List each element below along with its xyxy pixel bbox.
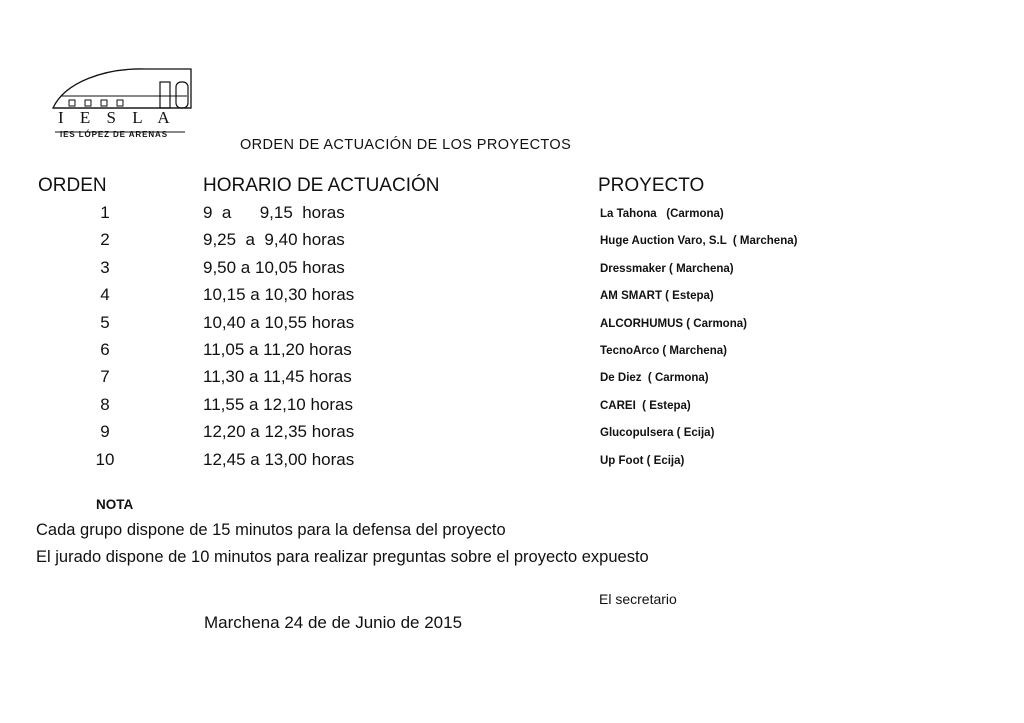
cell-horario: 10,15 a 10,30 horas (203, 285, 355, 305)
cell-proyecto: Glucopulsera ( Ecija) (600, 427, 715, 440)
cell-orden: 8 (100, 394, 110, 414)
cell-proyecto: CAREI ( Estepa) (600, 399, 691, 412)
cell-horario: 11,30 a 11,45 horas (203, 367, 352, 387)
cell-proyecto: ALCORHUMUS ( Carmona) (600, 317, 747, 330)
cell-orden: 1 (100, 203, 110, 222)
table-row (0, 203, 1024, 230)
table-row (0, 258, 1024, 285)
cell-proyecto: La Tahona (Carmona) (600, 208, 724, 220)
nota-line-2: El jurado dispone de 10 minutos para realizar preguntas sobre el proyecto expuesto (36, 548, 649, 566)
cell-orden: 2 (100, 230, 110, 250)
table-row (0, 340, 1024, 367)
place-and-date: Marchena 24 de de Junio de 2015 (204, 613, 463, 632)
schedule-table (0, 203, 1024, 477)
cell-proyecto: Huge Auction Varo, S.L ( Marchena) (600, 235, 798, 248)
cell-orden: 5 (100, 312, 110, 332)
cell-horario: 12,45 a 13,00 horas (203, 449, 355, 469)
cell-proyecto: Dressmaker ( Marchena) (600, 262, 734, 275)
table-row (0, 285, 1024, 312)
column-header-horario: HORARIO DE ACTUACIÓN (203, 175, 440, 196)
cell-horario: 9 a 9,15 horas (203, 203, 345, 222)
column-header-proyecto: PROYECTO (598, 175, 705, 196)
cell-orden: 7 (100, 367, 110, 387)
page-title: ORDEN DE ACTUACIÓN DE LOS PROYECTOS (240, 137, 572, 153)
cell-orden: 6 (100, 339, 110, 359)
logo-subtitle: IES LÓPEZ DE ARENAS (60, 130, 168, 139)
cell-horario: 9,25 a 9,40 horas (203, 230, 345, 250)
cell-proyecto: Up Foot ( Ecija) (600, 454, 685, 467)
cell-orden: 9 (100, 422, 110, 442)
table-row (0, 450, 1024, 477)
cell-horario: 11,05 a 11,20 horas (203, 339, 352, 359)
cell-orden: 4 (100, 285, 110, 305)
table-row (0, 395, 1024, 422)
logo-wordmark: I E S L A (58, 108, 176, 127)
cell-horario: 12,20 a 12,35 horas (203, 422, 355, 442)
table-row (0, 313, 1024, 340)
cell-horario: 9,50 a 10,05 horas (203, 257, 345, 277)
cell-proyecto: AM SMART ( Estepa) (600, 290, 714, 303)
signature-line: El secretario (599, 591, 677, 607)
table-row (0, 367, 1024, 394)
column-header-orden: ORDEN (38, 175, 107, 196)
cell-orden: 10 (95, 449, 115, 469)
cell-proyecto: De Diez ( Carmona) (600, 372, 709, 385)
cell-orden: 3 (100, 257, 110, 277)
table-row (0, 230, 1024, 257)
nota-line-1: Cada grupo dispone de 15 minutos para la defensa del proyecto (36, 521, 506, 539)
nota-label: NOTA (96, 497, 134, 512)
cell-horario: 11,55 a 12,10 horas (203, 394, 353, 414)
cell-horario: 10,40 a 10,55 horas (203, 312, 355, 332)
table-row (0, 422, 1024, 449)
cell-proyecto: TecnoArco ( Marchena) (600, 344, 727, 357)
